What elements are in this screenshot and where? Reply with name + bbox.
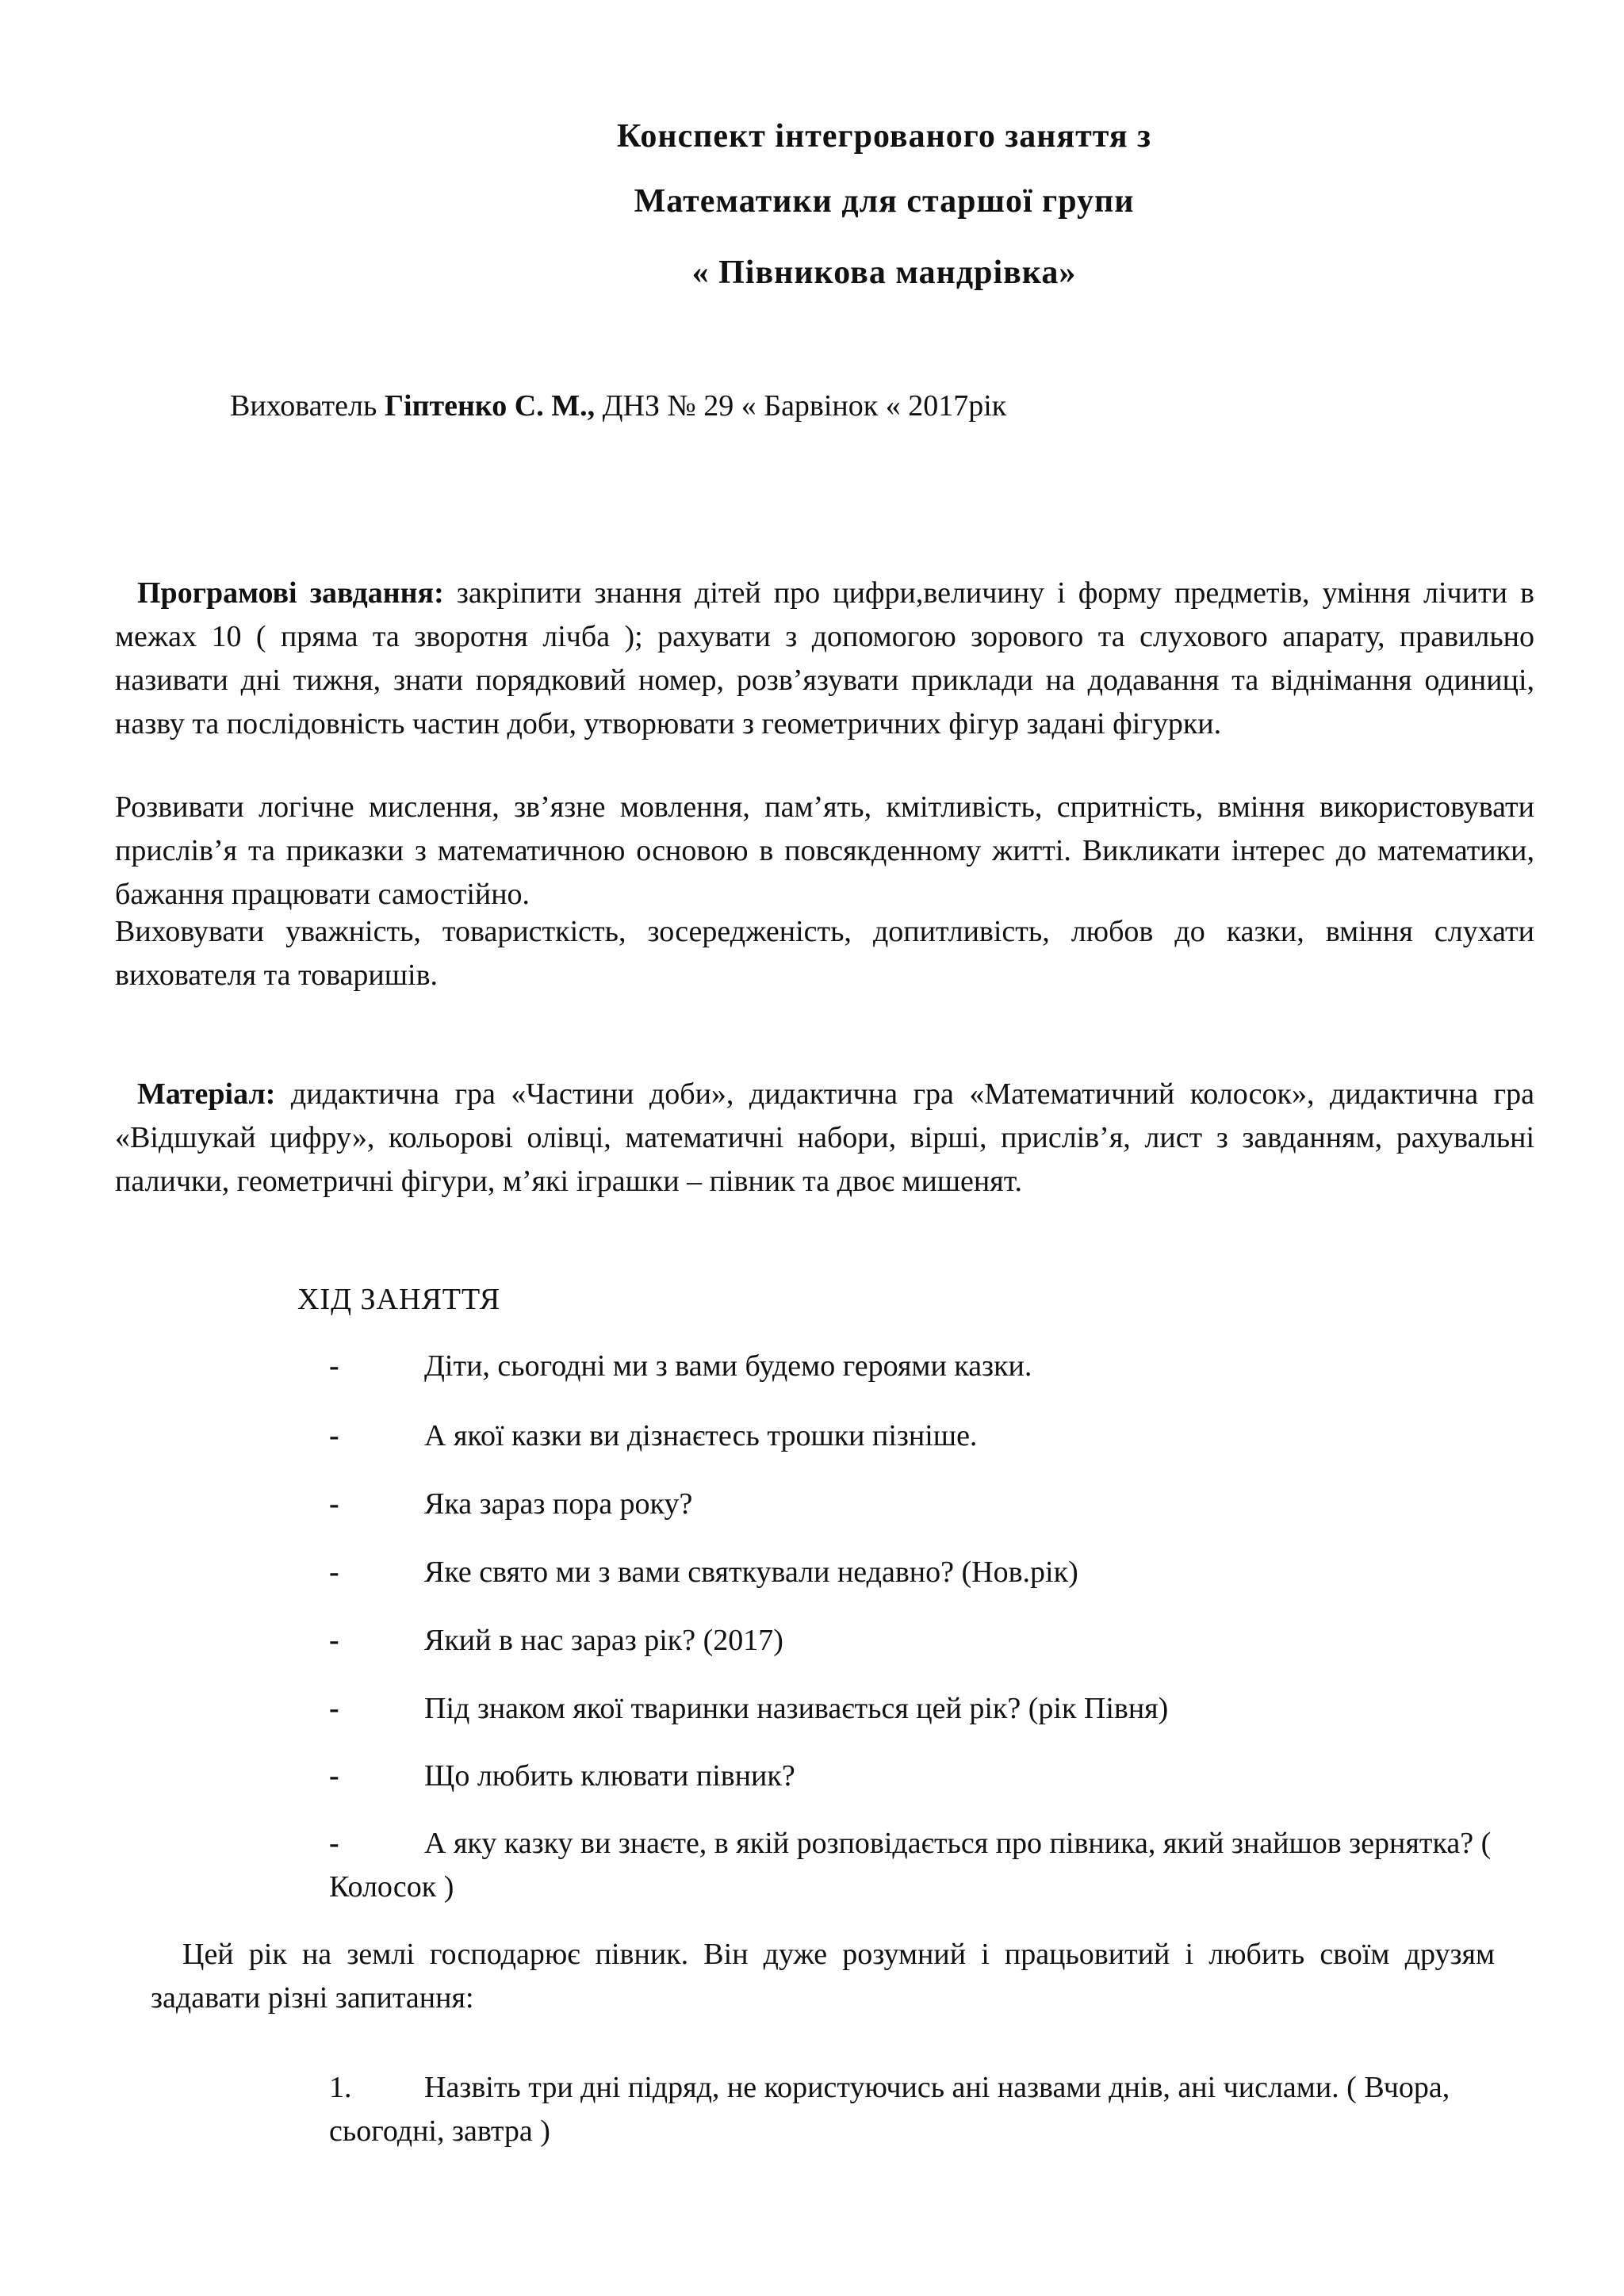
dialogue-text: А якої казки ви дізнаєтесь трошки пізніше. [424, 1419, 978, 1452]
dialogue-item [329, 1345, 1534, 1388]
title-line-3: « Півникова мандрівка» [691, 254, 1077, 291]
dialogue-item [329, 1414, 1534, 1458]
dialogue-text: Яка зараз пора року? [424, 1487, 693, 1521]
dialogue-text: Що любить клювати півник? [424, 1759, 795, 1793]
list-marker: - [329, 1487, 339, 1521]
lesson-heading: ХІД ЗАНЯТТЯ [297, 1283, 501, 1316]
dialogue-item [329, 1551, 1534, 1594]
dialogue-item [329, 1619, 1534, 1663]
list-marker: - [329, 1759, 339, 1793]
dialogue-item [329, 1483, 1534, 1526]
list-marker: - [329, 1624, 339, 1657]
title-line-1: Конспект інтегрованого заняття з [617, 118, 1151, 155]
develop-paragraph: Розвивати логічне мислення, зв’язне мовлення, пам’ять, кмітливість, спритність, вміння використовувати прислів’я та приказки з математичною основою в повсякденному житті. Викликати інтерес до математики, бажання працювати самостійно. [115, 790, 1534, 911]
list-marker: - [329, 1827, 339, 1860]
program-tasks-text: закріпити знання дітей про цифри,величину і форму предметів, уміння лічити в межах 10 ( пряма та зворотня лічба ); рахувати з допомогою зорового та слухового апарату, правильно називати дні тижня, знати порядковий номер, розв’язувати приклади на додавання та віднімання одиниці, назву та послідовність частин доби, утворювати з геометричних фігур задані фігурки. [115, 576, 1534, 740]
question-item [329, 2066, 1534, 2153]
dialogue-text: Який в нас зараз рік? (2017) [424, 1624, 783, 1657]
material-label: Матеріал: [137, 1077, 276, 1111]
list-marker: - [329, 1419, 339, 1452]
question-text: Назвіть три дні підряд, не користуючись ані назвами днів, ані числами. ( Вчора, сьогодні, завтра ) [329, 2071, 1450, 2148]
material-text: дидактична гра «Частини доби», дидактична гра «Математичний колосок», дидактична гра «Відшукай цифру», кольорові олівці, математичні набори, вірші, прислів’я, лист з завданням, рахувальні палички, геометричні фігури, м’які іграшки – півник та двоє мишенят. [115, 1077, 1534, 1198]
dialogue-text: А яку казку ви знаєте, в якій розповідається про півника, який знайшов зернятка? ( Колосок ) [329, 1827, 1492, 1904]
material-paragraph [115, 1073, 1534, 1203]
list-marker: - [329, 1692, 339, 1725]
dialogue-text: Діти, сьогодні ми з вами будемо героями казки. [424, 1349, 1032, 1383]
list-marker: - [329, 1349, 339, 1383]
educator-line [230, 388, 1006, 423]
dialogue-item [329, 1755, 1534, 1798]
educator-prefix: Вихователь [230, 389, 385, 423]
list-marker: - [329, 1556, 339, 1589]
list-number: 1. [329, 2071, 352, 2104]
dialogue-text: Яке свято ми з вами святкували недавно? (Нов.рік) [424, 1556, 1078, 1589]
program-tasks-paragraph [115, 572, 1534, 746]
educator-institution: ДНЗ № 29 « Барвінок « 2017рік [595, 389, 1007, 423]
dialogue-item [329, 1687, 1534, 1731]
intro-paragraph: Цей рік на землі господарює півник. Він дуже розумний і працьовитий і любить своїм друзям задавати різні запитання: [151, 1938, 1495, 2015]
dialogue-item [329, 1822, 1534, 1909]
nurture-paragraph: Виховувати уважність, товаристкість, зосередженість, допитливість, любов до казки, вміння слухати вихователя та товаришів. [115, 915, 1534, 992]
program-tasks-label: Програмові завдання: [137, 576, 444, 610]
title-line-2: Математики для старшої групи [634, 183, 1135, 220]
dialogue-text: Під знаком якої тваринки називається цей рік? (рік Півня) [424, 1692, 1169, 1725]
educator-name: Гіптенко С. М., [384, 389, 596, 423]
